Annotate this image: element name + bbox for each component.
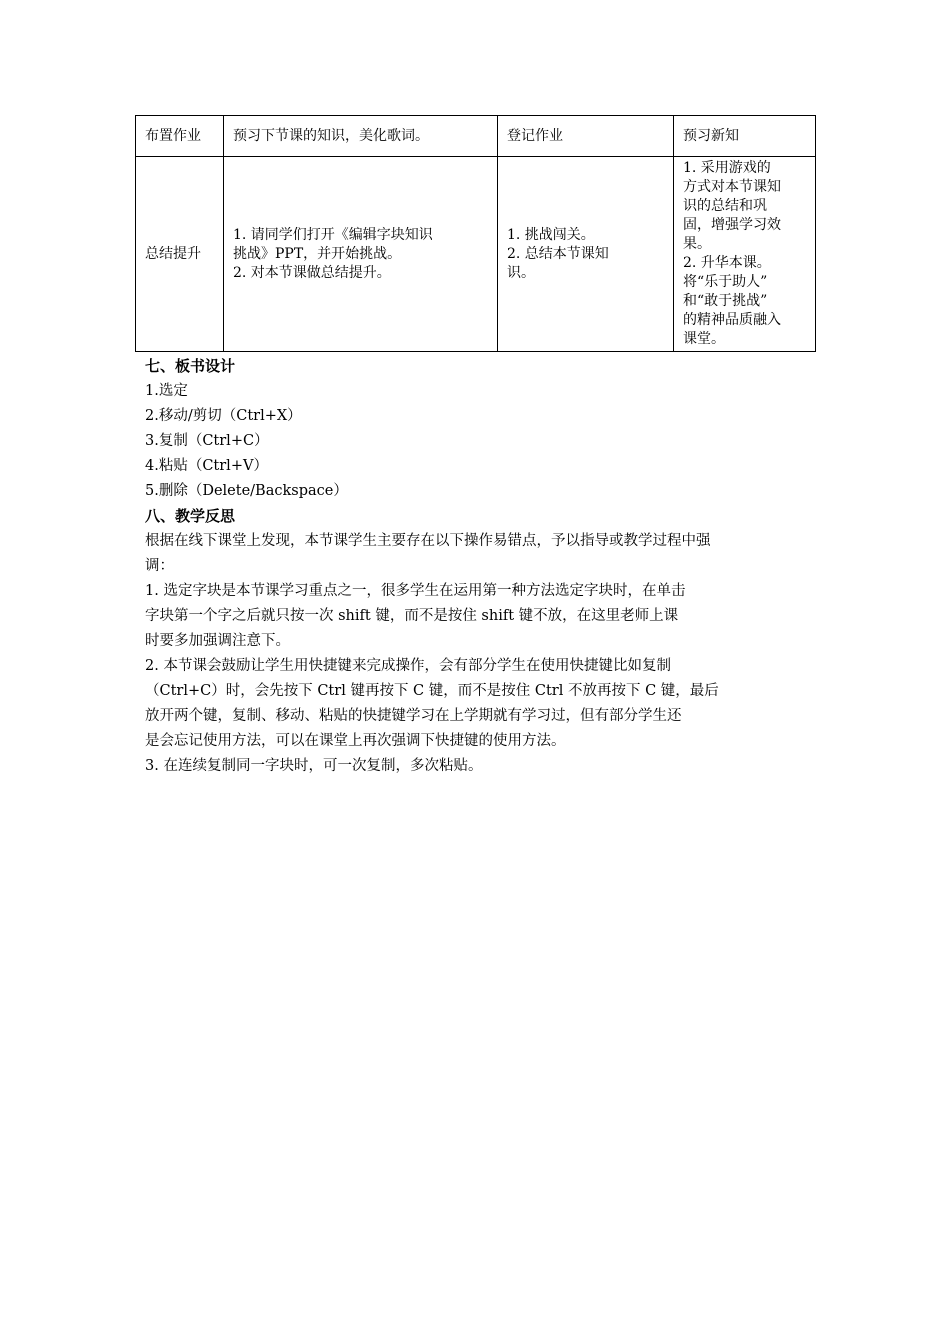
- cell-line: 方式对本节课知: [683, 179, 781, 195]
- cell-line: 将“乐于助人”: [683, 274, 768, 290]
- cell-line: 课堂。: [683, 331, 725, 347]
- student-activity-cell: 登记作业: [498, 116, 674, 157]
- paragraph-line: 2. 本节课会鼓励让学生用快捷键来完成操作，会有部分学生在使用快捷键比如复制: [145, 658, 671, 674]
- student-activity-cell: [498, 157, 674, 352]
- paragraph-line: 放开两个键，复制、移动、粘贴的快捷键学习在上学期就有学习过，但有部分学生还: [145, 708, 682, 724]
- cell-line: 挑战》PPT，并开始挑战。: [233, 245, 402, 262]
- table-row: [136, 116, 816, 157]
- design-intent-cell: 预习新知: [674, 116, 816, 157]
- list-item: 4.粘贴（Ctrl+V）: [145, 458, 268, 474]
- list-item: 5.删除（Delete/Backspace）: [145, 483, 348, 499]
- teacher-activity-cell: [224, 157, 498, 352]
- reflection-body: [145, 529, 810, 779]
- cell-line: 固，增强学习效: [683, 217, 781, 233]
- cell-line: 1. 挑战闯关。: [507, 226, 595, 243]
- stage-cell: 布置作业: [136, 116, 224, 157]
- paragraph-line: 1. 选定字块是本节课学习重点之一，很多学生在运用第一种方法选定字块时，在单击: [145, 583, 686, 599]
- cell-line: 2. 升华本课。: [683, 255, 771, 271]
- paragraph-line: 根据在线下课堂上发现，本节课学生主要存在以下操作易错点，予以指导或教学过程中强: [145, 533, 711, 549]
- board-design-heading: 七、板书设计: [145, 357, 236, 375]
- lesson-plan-table: [135, 115, 816, 352]
- cell-line: 和“敢于挑战”: [683, 293, 768, 309]
- cell-line: 1. 采用游戏的: [683, 160, 771, 176]
- paragraph-line: 是会忘记使用方法，可以在课堂上再次强调下快捷键的使用方法。: [145, 733, 566, 749]
- paragraph-line: 调：: [145, 558, 174, 574]
- cell-line: 识的总结和巩: [683, 198, 767, 214]
- cell-line: 的精神品质融入: [683, 312, 781, 328]
- cell-line: 果。: [683, 236, 711, 252]
- stage-cell: 总结提升: [136, 157, 224, 352]
- reflection-heading: 八、教学反思: [145, 507, 236, 525]
- list-item: 1.选定: [145, 383, 188, 399]
- cell-line: 1. 请同学们打开《编辑字块知识: [233, 226, 433, 243]
- board-design-list: [145, 379, 810, 504]
- teacher-activity-cell: 预习下节课的知识，美化歌词。: [224, 116, 498, 157]
- cell-line: 2. 总结本节课知: [507, 245, 609, 262]
- paragraph-line: 时要多加强调注意下。: [145, 633, 290, 649]
- cell-line: 识。: [507, 264, 535, 281]
- table-row: [136, 157, 816, 352]
- list-item: 3.复制（Ctrl+C）: [145, 433, 269, 449]
- paragraph-line: 3. 在连续复制同一字块时，可一次复制，多次粘贴。: [145, 758, 483, 774]
- paragraph-line: 字块第一个字之后就只按一次 shift 键，而不是按住 shift 键不放，在这里老师上课: [145, 608, 679, 624]
- design-intent-cell: [674, 157, 816, 352]
- list-item: 2.移动/剪切（Ctrl+X）: [145, 408, 302, 424]
- paragraph-line: （Ctrl+C）时，会先按下 Ctrl 键再按下 C 键，而不是按住 Ctrl 不放再按下 C 键，最后: [145, 683, 719, 699]
- cell-line: 2. 对本节课做总结提升。: [233, 264, 391, 281]
